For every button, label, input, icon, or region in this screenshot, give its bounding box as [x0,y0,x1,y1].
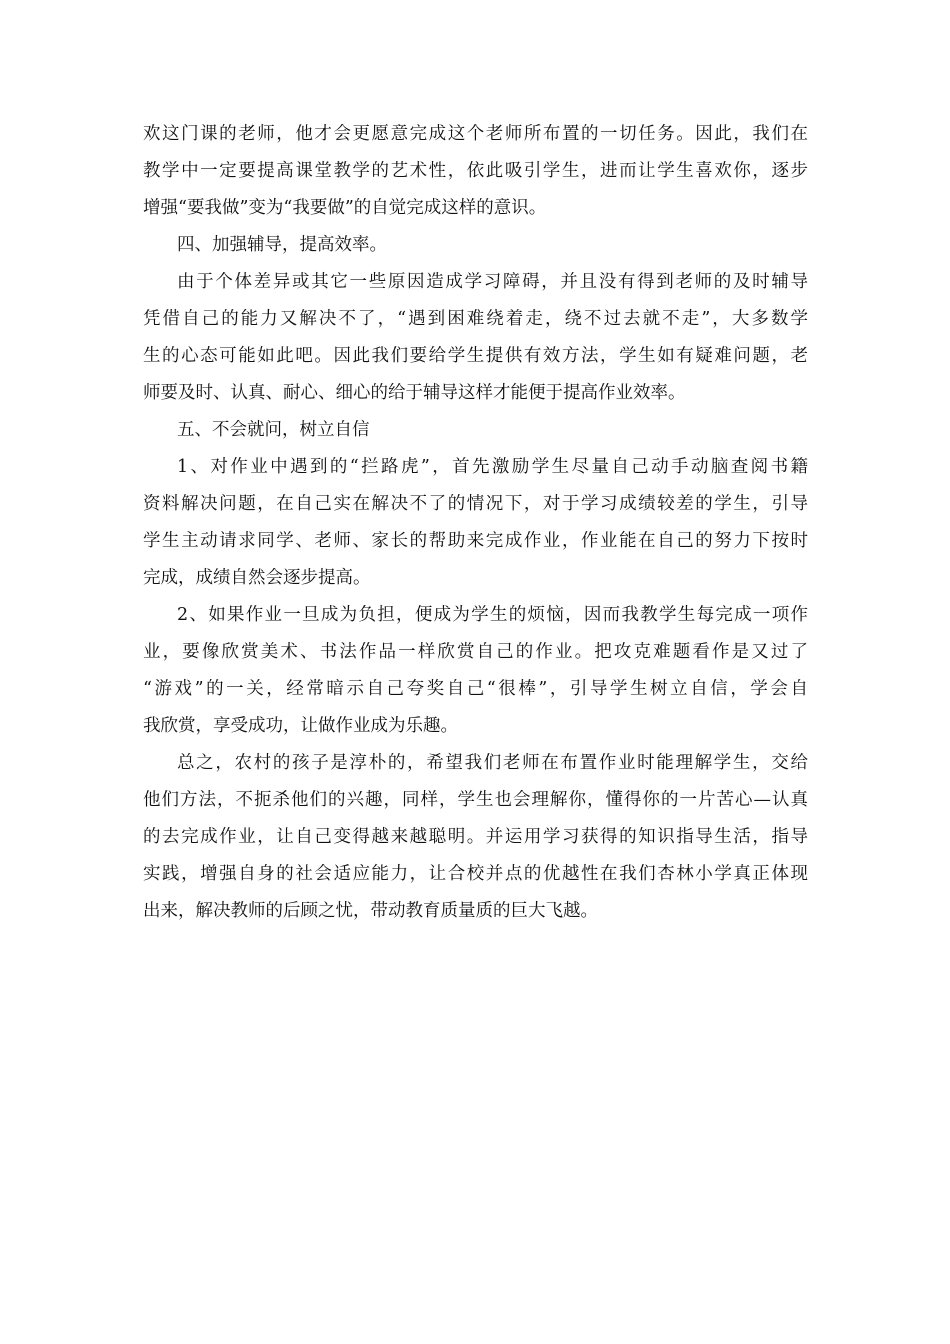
text-line-15: 业，要像欣赏美术、书法作品一样欣赏自己的作业。把攻克难题看作是又过了 [143,642,808,662]
section-heading-5: 五、不会就问，树立自信 [177,420,370,440]
text-line-13: 完成，成绩自然会逐步提高。 [143,568,371,588]
document-page [143,116,808,930]
text-line-6: 凭借自己的能力又解决不了，“遇到困难绕着走，绕不过去就不走”，大多数学 [143,309,808,329]
text-line-19: 他们方法，不扼杀他们的兴趣，同样，学生也会理解你，懂得你的一片苦心—认真 [143,790,808,810]
text-line-11: 资料解决问题，在自己实在解决不了的情况下，对于学习成绩较差的学生，引导 [143,494,808,514]
text-line-18: 总之，农村的孩子是淳朴的，希望我们老师在布置作业时能理解学生，交给 [177,753,808,773]
text-line-7: 生的心态可能如此吧。因此我们要给学生提供有效方法，学生如有疑难问题，老 [143,346,808,366]
text-line-2: 教学中一定要提高课堂教学的艺术性，依此吸引学生，进而让学生喜欢你，逐步 [143,161,808,181]
text-line-1: 欢这门课的老师，他才会更愿意完成这个老师所布置的一切任务。因此，我们在 [143,124,808,144]
text-line-14: 2、如果作业一旦成为负担，便成为学生的烦恼，因而我教学生每完成一项作 [177,605,808,625]
section-heading-4: 四、加强辅导，提高效率。 [177,235,387,255]
text-line-3: 增强“要我做”变为“我要做”的自觉完成这样的意识。 [143,198,547,218]
text-line-12: 学生主动请求同学、老师、家长的帮助来完成作业，作业能在自己的努力下按时 [143,531,808,551]
text-line-21: 实践，增强自身的社会适应能力，让合校并点的优越性在我们杏林小学真正体现 [143,864,808,884]
text-line-16: “游戏”的一关，经常暗示自己夸奖自己“很棒”，引导学生树立自信，学会自 [143,679,808,699]
text-line-20: 的去完成作业，让自己变得越来越聪明。并运用学习获得的知识指导生活，指导 [143,827,808,847]
text-line-17: 我欣赏，享受成功，让做作业成为乐趣。 [143,716,458,736]
text-line-8: 师要及时、认真、耐心、细心的给于辅导这样才能便于提高作业效率。 [143,383,686,403]
text-line-22: 出来，解决教师的后顾之忧，带动教育质量质的巨大飞越。 [143,901,598,921]
text-line-10: 1、对作业中遇到的“拦路虎”，首先激励学生尽量自己动手动脑查阅书籍 [177,457,808,477]
text-line-5: 由于个体差异或其它一些原因造成学习障碍，并且没有得到老师的及时辅导 [177,272,808,292]
